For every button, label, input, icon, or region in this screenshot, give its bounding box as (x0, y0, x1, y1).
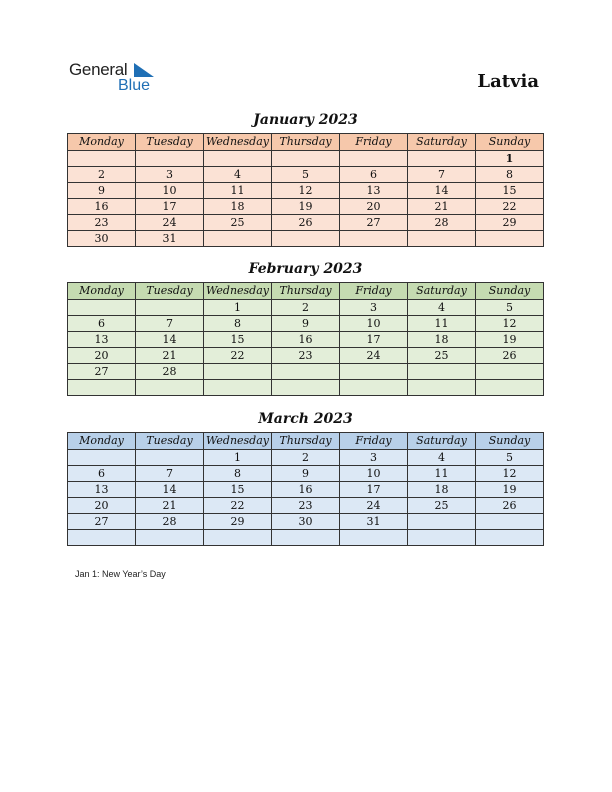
weekday-header: Sunday (476, 283, 544, 300)
day-cell: 9 (272, 466, 340, 482)
empty-day-cell (408, 231, 476, 247)
day-cell: 19 (272, 199, 340, 215)
weekday-header: Wednesday (204, 134, 272, 151)
empty-day-cell (408, 530, 476, 546)
day-cell: 3 (340, 450, 408, 466)
day-cell: 9 (68, 183, 136, 199)
empty-day-cell (272, 231, 340, 247)
day-cell: 10 (340, 466, 408, 482)
week-row (68, 167, 544, 183)
day-cell: 15 (476, 183, 544, 199)
day-cell: 26 (476, 348, 544, 364)
day-cell: 20 (68, 348, 136, 364)
day-cell: 17 (340, 482, 408, 498)
day-cell: 24 (136, 215, 204, 231)
empty-day-cell (476, 364, 544, 380)
day-cell: 8 (204, 316, 272, 332)
day-cell: 22 (204, 348, 272, 364)
logo-text-blue: Blue (118, 77, 151, 94)
day-cell: 4 (408, 300, 476, 316)
empty-day-cell (68, 450, 136, 466)
calendar-february (67, 282, 544, 396)
day-cell: 21 (136, 348, 204, 364)
day-cell: 17 (340, 332, 408, 348)
empty-day-cell (476, 380, 544, 396)
weekday-header: Monday (68, 433, 136, 450)
week-row (68, 215, 544, 231)
day-cell: 2 (272, 300, 340, 316)
day-cell: 27 (340, 215, 408, 231)
empty-day-cell (68, 300, 136, 316)
empty-day-cell (272, 151, 340, 167)
week-row (68, 364, 544, 380)
day-cell: 6 (68, 316, 136, 332)
day-cell: 5 (272, 167, 340, 183)
empty-day-cell (340, 364, 408, 380)
day-cell: 25 (204, 215, 272, 231)
empty-day-cell (136, 380, 204, 396)
day-cell: 7 (408, 167, 476, 183)
day-cell: 23 (68, 215, 136, 231)
weekday-header: Saturday (408, 134, 476, 151)
week-row (68, 498, 544, 514)
day-cell: 11 (204, 183, 272, 199)
day-cell: 14 (136, 482, 204, 498)
general-blue-logo (69, 60, 169, 96)
day-cell: 13 (340, 183, 408, 199)
day-cell: 23 (272, 498, 340, 514)
week-row (68, 300, 544, 316)
day-cell: 14 (136, 332, 204, 348)
weekday-header: Wednesday (204, 433, 272, 450)
day-cell: 8 (204, 466, 272, 482)
holiday-note: Jan 1: New Year’s Day (75, 569, 166, 579)
day-cell: 28 (136, 364, 204, 380)
day-cell: 17 (136, 199, 204, 215)
day-cell: 24 (340, 498, 408, 514)
day-cell: 4 (204, 167, 272, 183)
empty-day-cell (68, 530, 136, 546)
day-cell: 11 (408, 316, 476, 332)
empty-day-cell (204, 380, 272, 396)
day-cell: 25 (408, 498, 476, 514)
day-cell: 1 (204, 450, 272, 466)
day-cell: 5 (476, 300, 544, 316)
month-title-january: January 2023 (253, 112, 358, 128)
day-cell: 27 (68, 514, 136, 530)
empty-day-cell (340, 151, 408, 167)
calendar-march (67, 432, 544, 546)
empty-day-cell (476, 514, 544, 530)
empty-day-cell (204, 231, 272, 247)
week-row (68, 348, 544, 364)
day-cell: 20 (68, 498, 136, 514)
day-cell: 13 (68, 482, 136, 498)
day-cell: 16 (272, 482, 340, 498)
day-cell: 19 (476, 332, 544, 348)
week-row (68, 332, 544, 348)
weekday-header: Monday (68, 283, 136, 300)
day-cell: 30 (68, 231, 136, 247)
empty-day-cell (68, 380, 136, 396)
day-cell: 22 (204, 498, 272, 514)
day-cell: 18 (408, 332, 476, 348)
day-cell: 21 (408, 199, 476, 215)
month-title-march: March 2023 (258, 411, 353, 427)
empty-day-cell (204, 530, 272, 546)
day-cell: 6 (68, 466, 136, 482)
week-row (68, 151, 544, 167)
day-cell: 15 (204, 482, 272, 498)
week-row (68, 183, 544, 199)
day-cell: 8 (476, 167, 544, 183)
weekday-header: Tuesday (136, 134, 204, 151)
day-cell: 29 (476, 215, 544, 231)
holiday-day-cell: 1 (476, 151, 544, 167)
weekday-header: Friday (340, 283, 408, 300)
empty-day-cell (136, 151, 204, 167)
day-cell: 30 (272, 514, 340, 530)
day-cell: 26 (476, 498, 544, 514)
weekday-header: Thursday (272, 134, 340, 151)
empty-day-cell (476, 530, 544, 546)
week-row (68, 380, 544, 396)
empty-day-cell (272, 380, 340, 396)
day-cell: 15 (204, 332, 272, 348)
empty-day-cell (340, 530, 408, 546)
empty-day-cell (136, 300, 204, 316)
day-cell: 16 (272, 332, 340, 348)
week-row (68, 231, 544, 247)
empty-day-cell (272, 364, 340, 380)
day-cell: 16 (68, 199, 136, 215)
empty-day-cell (408, 364, 476, 380)
day-cell: 18 (408, 482, 476, 498)
day-cell: 26 (272, 215, 340, 231)
empty-day-cell (272, 530, 340, 546)
week-row (68, 199, 544, 215)
empty-day-cell (204, 364, 272, 380)
weekday-header: Tuesday (136, 433, 204, 450)
weekday-header-row (68, 283, 544, 300)
day-cell: 21 (136, 498, 204, 514)
weekday-header: Tuesday (136, 283, 204, 300)
day-cell: 10 (340, 316, 408, 332)
empty-day-cell (408, 151, 476, 167)
weekday-header-row (68, 433, 544, 450)
month-title-february: February 2023 (248, 261, 363, 277)
empty-day-cell (204, 151, 272, 167)
weekday-header: Friday (340, 433, 408, 450)
weekday-header: Monday (68, 134, 136, 151)
logo-text-general: General (69, 60, 128, 79)
weekday-header-row (68, 134, 544, 151)
day-cell: 12 (272, 183, 340, 199)
day-cell: 7 (136, 466, 204, 482)
week-row (68, 466, 544, 482)
empty-day-cell (136, 530, 204, 546)
day-cell: 13 (68, 332, 136, 348)
weekday-header: Friday (340, 134, 408, 151)
day-cell: 4 (408, 450, 476, 466)
day-cell: 22 (476, 199, 544, 215)
day-cell: 1 (204, 300, 272, 316)
weekday-header: Saturday (408, 433, 476, 450)
day-cell: 29 (204, 514, 272, 530)
week-row (68, 514, 544, 530)
weekday-header: Thursday (272, 283, 340, 300)
day-cell: 3 (136, 167, 204, 183)
day-cell: 24 (340, 348, 408, 364)
empty-day-cell (136, 450, 204, 466)
week-row (68, 482, 544, 498)
empty-day-cell (408, 514, 476, 530)
day-cell: 3 (340, 300, 408, 316)
calendar-january (67, 133, 544, 247)
empty-day-cell (476, 231, 544, 247)
day-cell: 10 (136, 183, 204, 199)
day-cell: 31 (136, 231, 204, 247)
day-cell: 31 (340, 514, 408, 530)
weekday-header: Wednesday (204, 283, 272, 300)
day-cell: 6 (340, 167, 408, 183)
day-cell: 19 (476, 482, 544, 498)
weekday-header: Saturday (408, 283, 476, 300)
logo-triangle-icon (134, 62, 154, 78)
week-row (68, 530, 544, 546)
country-name: Latvia (477, 71, 539, 92)
week-row (68, 316, 544, 332)
day-cell: 2 (272, 450, 340, 466)
empty-day-cell (340, 231, 408, 247)
day-cell: 23 (272, 348, 340, 364)
day-cell: 11 (408, 466, 476, 482)
day-cell: 2 (68, 167, 136, 183)
empty-day-cell (408, 380, 476, 396)
day-cell: 28 (136, 514, 204, 530)
day-cell: 25 (408, 348, 476, 364)
weekday-header: Sunday (476, 433, 544, 450)
day-cell: 5 (476, 450, 544, 466)
week-row (68, 450, 544, 466)
day-cell: 12 (476, 466, 544, 482)
weekday-header: Thursday (272, 433, 340, 450)
empty-day-cell (68, 151, 136, 167)
day-cell: 12 (476, 316, 544, 332)
day-cell: 14 (408, 183, 476, 199)
day-cell: 18 (204, 199, 272, 215)
day-cell: 27 (68, 364, 136, 380)
empty-day-cell (340, 380, 408, 396)
day-cell: 20 (340, 199, 408, 215)
day-cell: 28 (408, 215, 476, 231)
day-cell: 7 (136, 316, 204, 332)
weekday-header: Sunday (476, 134, 544, 151)
day-cell: 9 (272, 316, 340, 332)
